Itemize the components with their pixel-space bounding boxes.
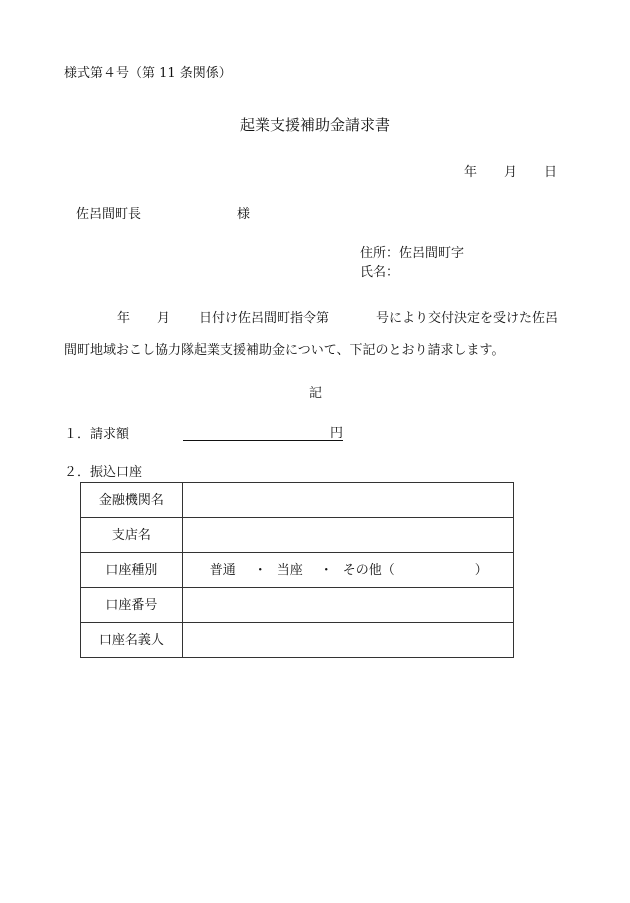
date-year-label: 年 bbox=[464, 165, 478, 180]
bank-name-label: 金融機関名 bbox=[81, 483, 183, 518]
account-type-other[interactable]: その他（ bbox=[342, 563, 395, 578]
date-month-label: 月 bbox=[504, 165, 518, 180]
address-label: 住所：佐呂間町字 bbox=[360, 246, 465, 261]
table-row bbox=[81, 553, 514, 588]
table-row bbox=[81, 483, 514, 518]
table-row bbox=[81, 588, 514, 623]
body-part-2: 号により交付決定を受けた佐呂 bbox=[376, 311, 559, 326]
claim-amount-label: １．請求額 bbox=[64, 427, 130, 442]
body-month: 月 bbox=[157, 311, 171, 326]
account-type-field[interactable] bbox=[182, 553, 513, 588]
table-row bbox=[81, 623, 514, 658]
bank-account-label: ２．振込口座 bbox=[64, 465, 143, 480]
branch-name-label: 支店名 bbox=[81, 518, 183, 553]
name-label: 氏名： bbox=[360, 265, 400, 280]
branch-name-field[interactable] bbox=[182, 518, 513, 553]
form-number: 様式第４号（第 11 条関係） bbox=[64, 66, 232, 81]
account-number-field[interactable] bbox=[182, 588, 513, 623]
honorific: 様 bbox=[237, 207, 251, 222]
account-holder-label: 口座名義人 bbox=[81, 623, 183, 658]
body-part-1: 日付け佐呂間町指令第 bbox=[199, 311, 330, 326]
account-number-label: 口座番号 bbox=[81, 588, 183, 623]
claim-amount-field[interactable] bbox=[183, 440, 343, 441]
table-row bbox=[81, 518, 514, 553]
ki-heading: 記 bbox=[309, 386, 323, 401]
account-type-regular[interactable]: 普通 bbox=[209, 563, 236, 578]
bank-account-table bbox=[80, 482, 514, 658]
body-line-1 bbox=[0, 312, 630, 326]
separator: ・ bbox=[253, 563, 267, 578]
account-type-current[interactable]: 当座 bbox=[276, 563, 303, 578]
other-close-paren: ） bbox=[474, 563, 488, 578]
account-holder-field[interactable] bbox=[182, 623, 513, 658]
addressee: 佐呂間町長 bbox=[76, 207, 142, 222]
body-year: 年 bbox=[117, 311, 131, 326]
account-type-label: 口座種別 bbox=[81, 553, 183, 588]
date-day-label: 日 bbox=[544, 165, 558, 180]
document-title: 起業支援補助金請求書 bbox=[239, 116, 390, 134]
body-line-2: 間町地域おこし協力隊起業支援補助金について、下記のとおり請求します。 bbox=[64, 343, 505, 358]
yen-unit: 円 bbox=[330, 426, 344, 441]
bank-name-field[interactable] bbox=[182, 483, 513, 518]
separator: ・ bbox=[319, 563, 333, 578]
